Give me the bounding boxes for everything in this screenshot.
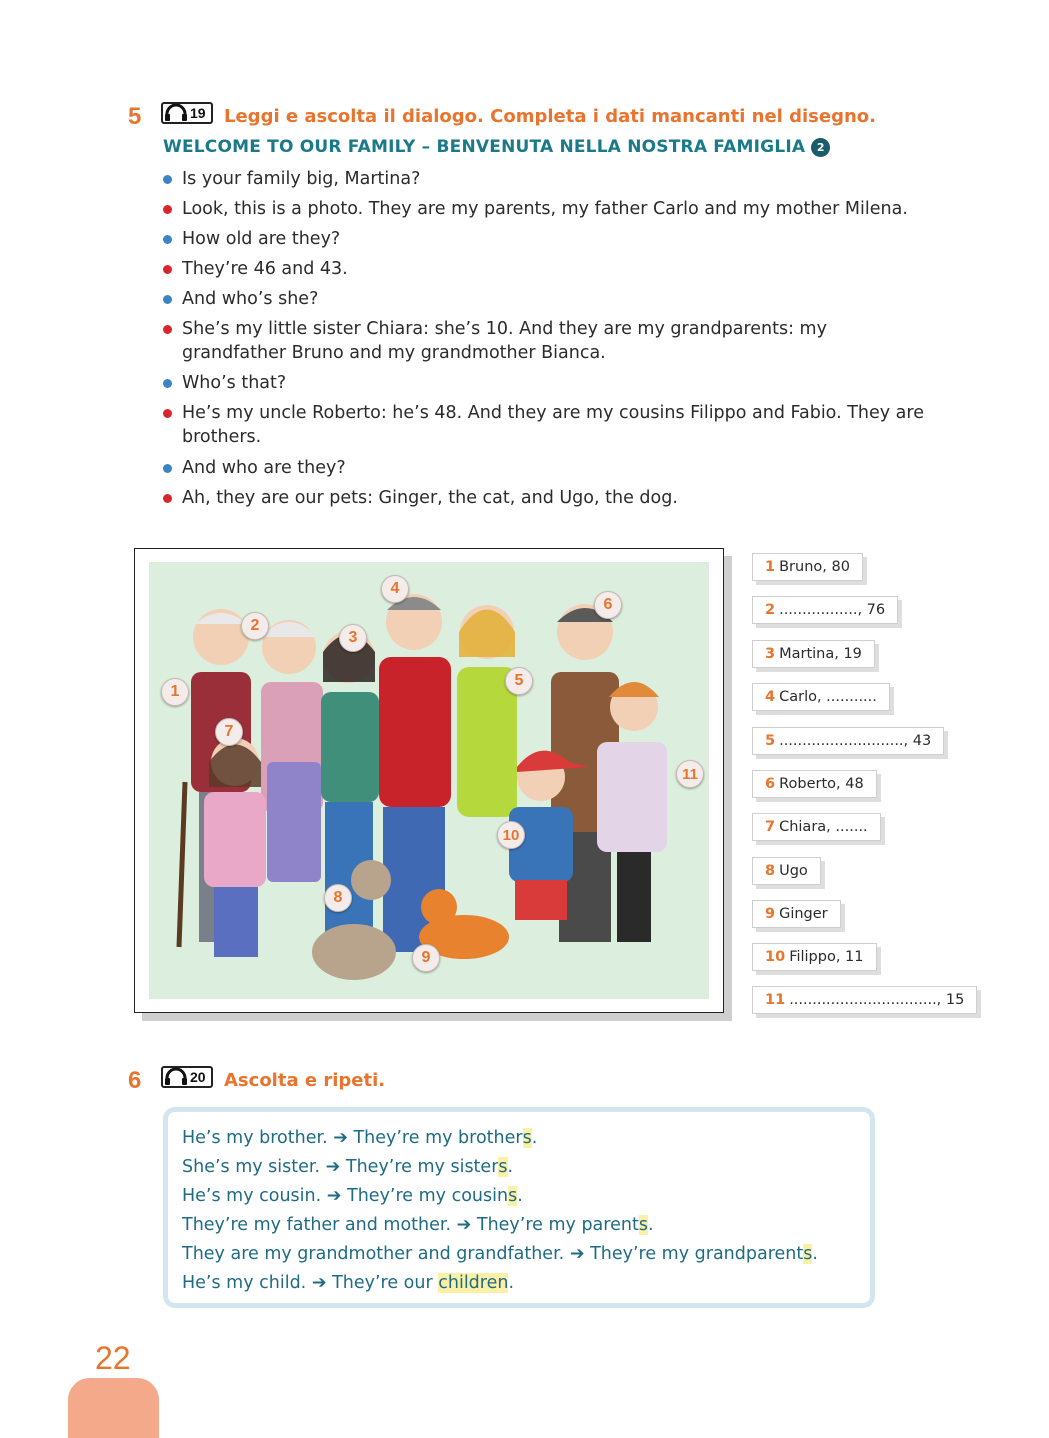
dialogue-text: Look, this is a photo. They are my parents, my father Carlo and my mother Milena. (182, 199, 908, 219)
headphones-icon (163, 104, 189, 122)
arrow-right-icon: ➔ (325, 1157, 341, 1177)
dialogue-line (163, 401, 938, 449)
practice-line (182, 1157, 513, 1177)
speaker-dot-blue (163, 295, 172, 304)
dialogue-text: Is your family big, Martina? (182, 169, 421, 189)
practice-line (182, 1273, 514, 1293)
speaker-dot-red (163, 409, 172, 418)
marker-2: 2 (241, 612, 269, 640)
label-text: Ginger (779, 906, 828, 922)
plural-sentence: They’re my cousin (347, 1186, 509, 1206)
audio-track-badge[interactable] (161, 1066, 213, 1088)
name-label[interactable] (752, 986, 977, 1014)
dialogue-line (163, 317, 863, 365)
label-blank[interactable]: Carlo, ........... (779, 689, 877, 705)
label-blank[interactable]: Chiara, ....... (779, 819, 868, 835)
practice-line (182, 1186, 523, 1206)
family-drawing (149, 562, 709, 999)
plural-ending-highlight: children (438, 1273, 509, 1293)
exercise-5-instruction: Leggi e ascolta il dialogo. Completa i dati mancanti nel disegno. (224, 106, 876, 127)
plural-ending-highlight: s (522, 1128, 532, 1148)
exercise-6-number: 6 (128, 1067, 142, 1094)
speaker-dot-red (163, 265, 172, 274)
plural-sentence: They’re my sister (345, 1157, 499, 1177)
dialogue-line (163, 456, 953, 480)
dialogue-text: She’s my little sister Chiara: she’s 10. And they are my grandparents: my grandfather Bruno and my grandmother Bianca. (182, 319, 827, 363)
arrow-right-icon: ➔ (326, 1186, 342, 1206)
headphones-icon (163, 1068, 189, 1086)
plural-sentence: They’re our (332, 1273, 439, 1293)
name-label[interactable] (752, 596, 898, 624)
marker-9: 9 (412, 944, 440, 972)
dialogue-line (163, 197, 953, 221)
dialogue-line (163, 227, 953, 251)
family-illustration-frame (134, 548, 724, 1013)
plural-ending-highlight: s (803, 1244, 813, 1264)
label-number: 10 (765, 949, 786, 965)
dialogue-line (163, 287, 953, 311)
dialogue-text: Ah, they are our pets: Ginger, the cat, and Ugo, the dog. (182, 488, 678, 508)
dialogue-text: And who’s she? (182, 289, 319, 309)
label-number: 8 (765, 863, 776, 879)
label-number: 6 (765, 776, 776, 792)
punctuation: . (508, 1273, 515, 1293)
name-label (752, 553, 863, 581)
label-text: Ugo (779, 863, 808, 879)
exercise-6-instruction: Ascolta e ripeti. (224, 1070, 386, 1091)
label-blank[interactable]: ..........................., 43 (779, 733, 932, 749)
plural-ending-highlight: s (498, 1157, 508, 1177)
dialogue-title-text: WELCOME TO OUR FAMILY – BENVENUTA NELLA NOSTRA FAMIGLIA (163, 137, 806, 157)
name-label (752, 900, 841, 928)
page-number: 22 (95, 1340, 131, 1376)
marker-3: 3 (339, 624, 367, 652)
singular-sentence: They are my grandmother and grandfather. (182, 1244, 565, 1264)
marker-5: 5 (505, 667, 533, 695)
label-number: 11 (765, 992, 786, 1008)
punctuation: . (531, 1128, 538, 1148)
label-number: 5 (765, 733, 776, 749)
track-number: 19 (190, 105, 206, 121)
singular-sentence: He’s my child. (182, 1273, 307, 1293)
practice-line (182, 1215, 654, 1235)
dialogue-line (163, 167, 953, 191)
label-number: 9 (765, 906, 776, 922)
arrow-right-icon: ➔ (311, 1273, 327, 1293)
arrow-right-icon: ➔ (569, 1244, 585, 1264)
speaker-dot-blue (163, 175, 172, 184)
speaker-dot-red (163, 325, 172, 334)
dialogue-line (163, 257, 953, 281)
singular-sentence: They’re my father and mother. (182, 1215, 452, 1235)
speaker-dot-red (163, 494, 172, 503)
speaker-dot-blue (163, 235, 172, 244)
arrow-right-icon: ➔ (456, 1215, 472, 1235)
plural-ending-highlight: s (638, 1215, 648, 1235)
punctuation: . (647, 1215, 654, 1235)
plural-ending-highlight: s (508, 1186, 518, 1206)
marker-8: 8 (324, 884, 352, 912)
name-label[interactable] (752, 683, 890, 711)
dialogue-text: How old are they? (182, 229, 341, 249)
dialogue-title (163, 137, 830, 157)
family-illustration (149, 562, 709, 999)
repeat-box (163, 1107, 875, 1308)
name-label (752, 943, 877, 971)
name-label (752, 640, 875, 668)
marker-7: 7 (215, 718, 243, 746)
page-tab (68, 1378, 159, 1438)
practice-line (182, 1128, 537, 1148)
exercise-5-number: 5 (128, 103, 142, 130)
speaker-dot-blue (163, 464, 172, 473)
dialogue-line (163, 371, 953, 395)
singular-sentence: She’s my sister. (182, 1157, 321, 1177)
label-number: 3 (765, 646, 776, 662)
plural-sentence: They’re my grandparent (590, 1244, 804, 1264)
audio-track-badge[interactable] (161, 102, 213, 124)
label-blank[interactable]: ................................, 15 (789, 992, 965, 1008)
label-text: Bruno, 80 (779, 559, 850, 575)
marker-10: 10 (497, 821, 525, 849)
marker-4: 4 (381, 575, 409, 603)
name-label[interactable] (752, 813, 881, 841)
singular-sentence: He’s my cousin. (182, 1186, 322, 1206)
label-number: 1 (765, 559, 776, 575)
punctuation: . (507, 1157, 514, 1177)
dialogue-text: Who’s that? (182, 373, 287, 393)
punctuation: . (812, 1244, 818, 1264)
track-number: 20 (190, 1069, 206, 1085)
name-label (752, 857, 821, 885)
label-blank[interactable]: ................., 76 (779, 602, 886, 618)
dialogue-text: They’re 46 and 43. (182, 259, 348, 279)
singular-sentence: He’s my brother. (182, 1128, 328, 1148)
label-number: 4 (765, 689, 776, 705)
speaker-dot-blue (163, 379, 172, 388)
marker-6: 6 (594, 591, 622, 619)
label-text: Filippo, 11 (789, 949, 864, 965)
dialogue-line (163, 486, 953, 510)
marker-11: 11 (676, 760, 704, 788)
label-number: 7 (765, 819, 776, 835)
label-number: 2 (765, 602, 776, 618)
title-badge: 2 (811, 138, 830, 157)
practice-line (182, 1244, 818, 1264)
arrow-right-icon: ➔ (333, 1128, 348, 1148)
label-text: Martina, 19 (779, 646, 862, 662)
punctuation: . (517, 1186, 523, 1206)
dialogue-text: And who are they? (182, 458, 346, 478)
plural-sentence: They’re my parent (476, 1215, 639, 1235)
dialogue-text: He’s my uncle Roberto: he’s 48. And they are my cousins Filippo and Fabio. They are brothers. (182, 403, 924, 447)
speaker-dot-red (163, 205, 172, 214)
marker-1: 1 (161, 678, 189, 706)
plural-sentence: They’re my brother (353, 1128, 523, 1148)
name-label[interactable] (752, 727, 944, 755)
label-text: Roberto, 48 (779, 776, 864, 792)
name-label (752, 770, 877, 798)
